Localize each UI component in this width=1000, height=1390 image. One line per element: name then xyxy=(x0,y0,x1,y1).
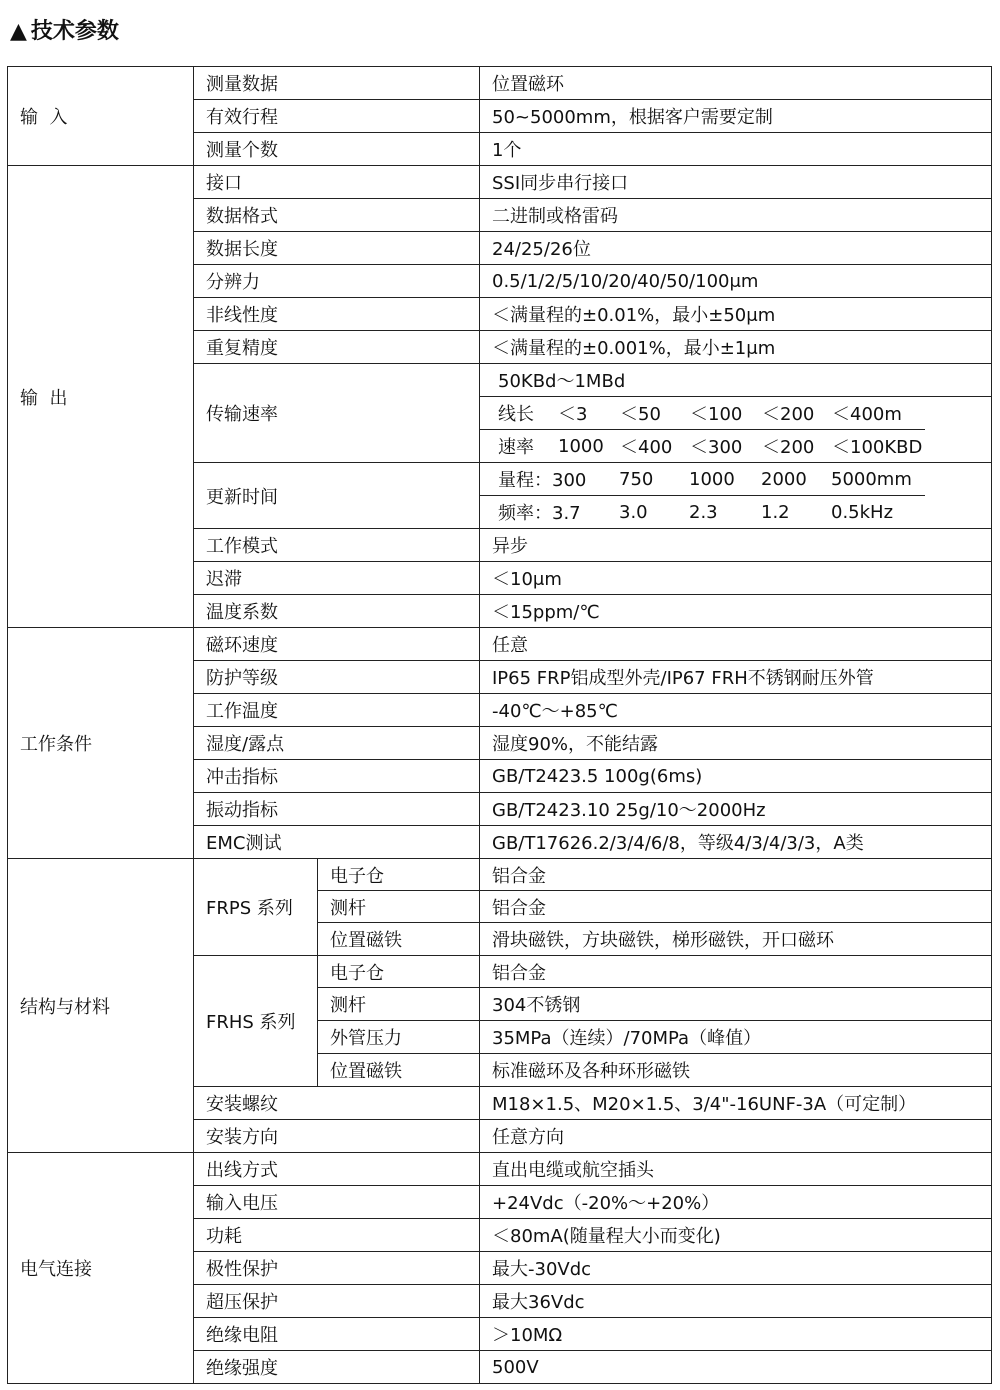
cell-text: 2000 xyxy=(761,468,807,490)
row-label: 绝缘电阻 xyxy=(194,1318,480,1351)
row-label: 有效行程 xyxy=(194,100,480,133)
row-value: 湿度90%，不能结露 xyxy=(480,727,992,760)
cell-text: 0.5kHz xyxy=(831,501,894,523)
category-structure: 结构与材料 xyxy=(8,859,194,1153)
row-value: 304不锈钢 xyxy=(480,988,992,1021)
row-label: 数据格式 xyxy=(194,199,480,232)
table-row xyxy=(8,67,992,100)
row-label: EMC测试 xyxy=(194,826,480,859)
page-heading xyxy=(10,14,119,45)
row-value: 0.5/1/2/5/10/20/40/50/100μm xyxy=(480,265,992,298)
row-value: 24/25/26位 xyxy=(480,232,992,265)
cell-text: 3.0 xyxy=(619,501,648,523)
row-label: 防护等级 xyxy=(194,661,480,694)
cell-text: ＜400 xyxy=(620,437,673,458)
cell-text: 5000mm xyxy=(831,468,912,490)
row-label: 电子仓 xyxy=(318,956,480,988)
row-label: 位置磁铁 xyxy=(318,1054,480,1087)
cell-text: ＜400m xyxy=(832,404,902,425)
row-label: 湿度/露点 xyxy=(194,727,480,760)
row-value: ＜满量程的±0.001%，最小±1μm xyxy=(480,331,992,364)
row-label: 外管压力 xyxy=(318,1021,480,1054)
row-value: IP65 FRP铝成型外壳/IP67 FRH不锈钢耐压外管 xyxy=(480,661,992,694)
update-time-values xyxy=(480,463,992,529)
row-label: 测杆 xyxy=(318,988,480,1021)
row-value: GB/T2423.5 100g(6ms) xyxy=(480,760,992,793)
line-length-row xyxy=(480,397,925,430)
row-label: 安装螺纹 xyxy=(194,1087,480,1120)
range-row xyxy=(480,463,925,496)
row-value: ＜满量程的±0.01%，最小±50μm xyxy=(480,298,992,331)
table-row xyxy=(8,1153,992,1186)
row-value: SSI同步串行接口 xyxy=(480,166,992,199)
row-value: ＜15ppm/℃ xyxy=(480,595,992,628)
category-electrical: 电气连接 xyxy=(8,1153,194,1384)
cell-text: 1000 xyxy=(689,468,735,490)
cell-text: ＜300 xyxy=(690,437,743,458)
row-value: GB/T2423.10 25g/10～2000Hz xyxy=(480,793,992,826)
row-label: 位置磁铁 xyxy=(318,923,480,956)
cell-text: ＜200 xyxy=(762,437,815,458)
row-label: 工作模式 xyxy=(194,529,480,562)
row-value: 最大36Vdc xyxy=(480,1285,992,1318)
row-label: 功耗 xyxy=(194,1219,480,1252)
heading-title: 技术参数 xyxy=(30,19,119,44)
row-value: ＜10μm xyxy=(480,562,992,595)
row-value: 50~5000mm，根据客户需要定制 xyxy=(480,100,992,133)
row-label: 重复精度 xyxy=(194,331,480,364)
row-value: 500V xyxy=(480,1351,992,1384)
category-conditions: 工作条件 xyxy=(8,628,194,859)
cell-text: ＜100 xyxy=(690,404,743,425)
cell-text: 频率：3.7 xyxy=(498,503,581,524)
row-label: 冲击指标 xyxy=(194,760,480,793)
row-label: 安装方向 xyxy=(194,1120,480,1153)
row-value: 任意 xyxy=(480,628,992,661)
row-value: 1个 xyxy=(480,133,992,166)
cell-text: 1.2 xyxy=(761,501,790,523)
row-value: 铝合金 xyxy=(480,956,992,988)
row-value: ＜80mA(随量程大小而变化) xyxy=(480,1219,992,1252)
row-label: 分辨力 xyxy=(194,265,480,298)
cell-text: ＜3 xyxy=(558,404,588,425)
row-value: 直出电缆或航空插头 xyxy=(480,1153,992,1186)
cell-text: ＜50 xyxy=(620,404,661,425)
row-label: 输入电压 xyxy=(194,1186,480,1219)
series-frhs: FRHS 系列 xyxy=(194,956,318,1087)
row-value: 任意方向 xyxy=(480,1120,992,1153)
row-label: 接口 xyxy=(194,166,480,199)
category-input: 输 入 xyxy=(8,67,194,166)
row-value: 铝合金 xyxy=(480,859,992,891)
cell-text: 量程：300 xyxy=(498,470,587,491)
category-output: 输 出 xyxy=(8,166,194,628)
table-row xyxy=(8,859,992,891)
table-row xyxy=(8,628,992,661)
row-value: ＞10MΩ xyxy=(480,1318,992,1351)
cell-text: 速率 xyxy=(498,437,534,458)
row-value: 最大-30Vdc xyxy=(480,1252,992,1285)
row-label: 超压保护 xyxy=(194,1285,480,1318)
row-label: 极性保护 xyxy=(194,1252,480,1285)
table-row xyxy=(8,166,992,199)
cell-text: 2.3 xyxy=(689,501,718,523)
transfer-rate-range xyxy=(480,364,991,397)
row-value: 二进制或格雷码 xyxy=(480,199,992,232)
cell-text: 750 xyxy=(619,468,654,490)
cell-text: 线长 xyxy=(498,404,534,425)
row-value: GB/T17626.2/3/4/6/8，等级4/3/4/3/3，A类 xyxy=(480,826,992,859)
triangle-marker-icon: ▲ xyxy=(10,19,27,44)
row-label: 测量数据 xyxy=(194,67,480,100)
cell-text: 1000 xyxy=(558,435,604,457)
row-value: M18×1.5、M20×1.5、3/4"-16UNF-3A（可定制） xyxy=(480,1087,992,1120)
row-label: 磁环速度 xyxy=(194,628,480,661)
row-label: 工作温度 xyxy=(194,694,480,727)
row-value: 铝合金 xyxy=(480,891,992,923)
row-value: +24Vdc（-20%～+20%） xyxy=(480,1186,992,1219)
row-label: 迟滞 xyxy=(194,562,480,595)
row-value: 标准磁环及各种环形磁铁 xyxy=(480,1054,992,1087)
freq-row xyxy=(480,496,991,528)
row-label: 绝缘强度 xyxy=(194,1351,480,1384)
row-value: 滑块磁铁，方块磁铁，梯形磁铁，开口磁环 xyxy=(480,923,992,956)
row-label: 测杆 xyxy=(318,891,480,923)
row-value: 35MPa（连续）/70MPa（峰值） xyxy=(480,1021,992,1054)
row-label: 非线性度 xyxy=(194,298,480,331)
rate-row xyxy=(480,430,991,462)
row-value: -40℃～+85℃ xyxy=(480,694,992,727)
row-label: 传输速率 xyxy=(194,364,480,463)
row-value: 位置磁环 xyxy=(480,67,992,100)
spec-table xyxy=(7,66,992,1384)
row-label: 测量个数 xyxy=(194,133,480,166)
row-label: 数据长度 xyxy=(194,232,480,265)
row-value: 异步 xyxy=(480,529,992,562)
row-label: 更新时间 xyxy=(194,463,480,529)
row-label: 电子仓 xyxy=(318,859,480,891)
series-frps: FRPS 系列 xyxy=(194,859,318,956)
row-label: 温度系数 xyxy=(194,595,480,628)
transfer-rate-values xyxy=(480,364,992,463)
cell-text: ＜200 xyxy=(762,404,815,425)
row-label: 出线方式 xyxy=(194,1153,480,1186)
rate-range-text: 50KBd～1MBd xyxy=(498,371,626,392)
cell-text: ＜100KBD xyxy=(832,437,923,458)
row-label: 振动指标 xyxy=(194,793,480,826)
